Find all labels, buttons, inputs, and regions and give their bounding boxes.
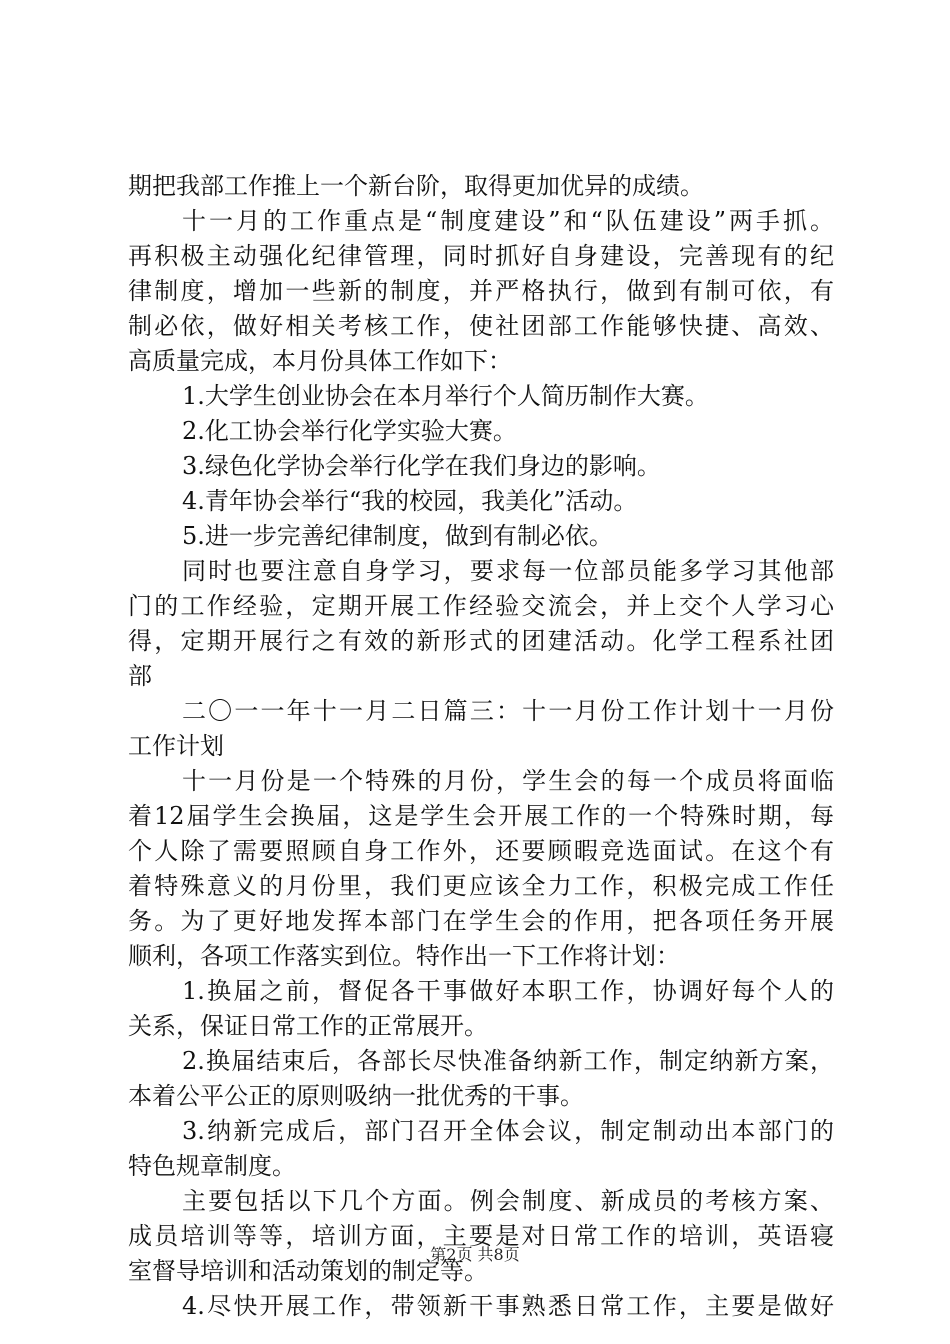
text-line: 2.换届结束后，各部长尽快准备纳新工作，制定纳新方案， [182, 1047, 834, 1075]
text-line: 4.尽快开展工作，带领新干事熟悉日常工作，主要是做好 [182, 1292, 834, 1320]
text-line: 部 [128, 662, 152, 690]
text-line: 得，定期开展行之有效的新形式的团建活动。化学工程系社团 [128, 627, 834, 655]
text-line: 着12届学生会换届，这是学生会开展工作的一个特殊时期，每 [128, 802, 834, 830]
text-line: 高质量完成，本月份具体工作如下： [128, 347, 512, 375]
text-line: 2.化工协会举行化学实验大赛。 [182, 417, 517, 445]
text-line: 同时也要注意自身学习，要求每一位部员能多学习其他部 [182, 557, 834, 585]
text-line: 室督导培训和活动策划的制定等。 [128, 1257, 488, 1285]
text-line: 工作计划 [128, 732, 224, 760]
text-line: 制必依，做好相关考核工作，使社团部工作能够快捷、高效、 [128, 312, 834, 340]
text-line: 十一月的工作重点是“制度建设”和“队伍建设”两手抓。 [182, 207, 834, 235]
text-line: 3.纳新完成后，部门召开全体会议，制定制动出本部门的 [182, 1117, 834, 1145]
text-line: 特色规章制度。 [128, 1152, 296, 1180]
text-line: 4.青年协会举行“我的校园，我美化”活动。 [182, 487, 638, 515]
text-line: 个人除了需要照顾自身工作外，还要顾暇竞选面试。在这个有 [128, 837, 834, 865]
text-line: 成员培训等等，培训方面，主要是对日常工作的培训，英语寝 [128, 1222, 834, 1250]
text-line: 期把我部工作推上一个新台阶，取得更加优异的成绩。 [128, 172, 704, 200]
text-line: 律制度，增加一些新的制度，并严格执行，做到有制可依，有 [128, 277, 834, 305]
text-line: 着特殊意义的月份里，我们更应该全力工作，积极完成工作任 [128, 872, 834, 900]
text-line: 关系，保证日常工作的正常展开。 [128, 1012, 488, 1040]
text-line: 顺利，各项工作落实到位。特作出一下工作将计划： [128, 942, 680, 970]
text-line: 3.绿色化学协会举行化学在我们身边的影响。 [182, 452, 661, 480]
text-line: 务。为了更好地发挥本部门在学生会的作用，把各项任务开展 [128, 907, 834, 935]
page-footer: 第2页 共8页 [430, 1245, 520, 1264]
text-line: 1.大学生创业协会在本月举行个人简历制作大赛。 [182, 382, 709, 410]
text-line: 1.换届之前，督促各干事做好本职工作，协调好每个人的 [182, 977, 834, 1005]
text-line: 5.进一步完善纪律制度，做到有制必依。 [182, 522, 613, 550]
text-line: 十一月份是一个特殊的月份，学生会的每一个成员将面临 [182, 767, 834, 795]
document-body [128, 169, 834, 1324]
text-line: 二〇一一年十一月二日篇三：十一月份工作计划十一月份 [182, 697, 834, 725]
text-line: 门的工作经验，定期开展工作经验交流会，并上交个人学习心 [128, 592, 834, 620]
text-line: 本着公平公正的原则吸纳一批优秀的干事。 [128, 1082, 584, 1110]
text-line: 再积极主动强化纪律管理，同时抓好自身建设，完善现有的纪 [128, 242, 834, 270]
text-line: 主要包括以下几个方面。例会制度、新成员的考核方案、 [182, 1187, 834, 1215]
